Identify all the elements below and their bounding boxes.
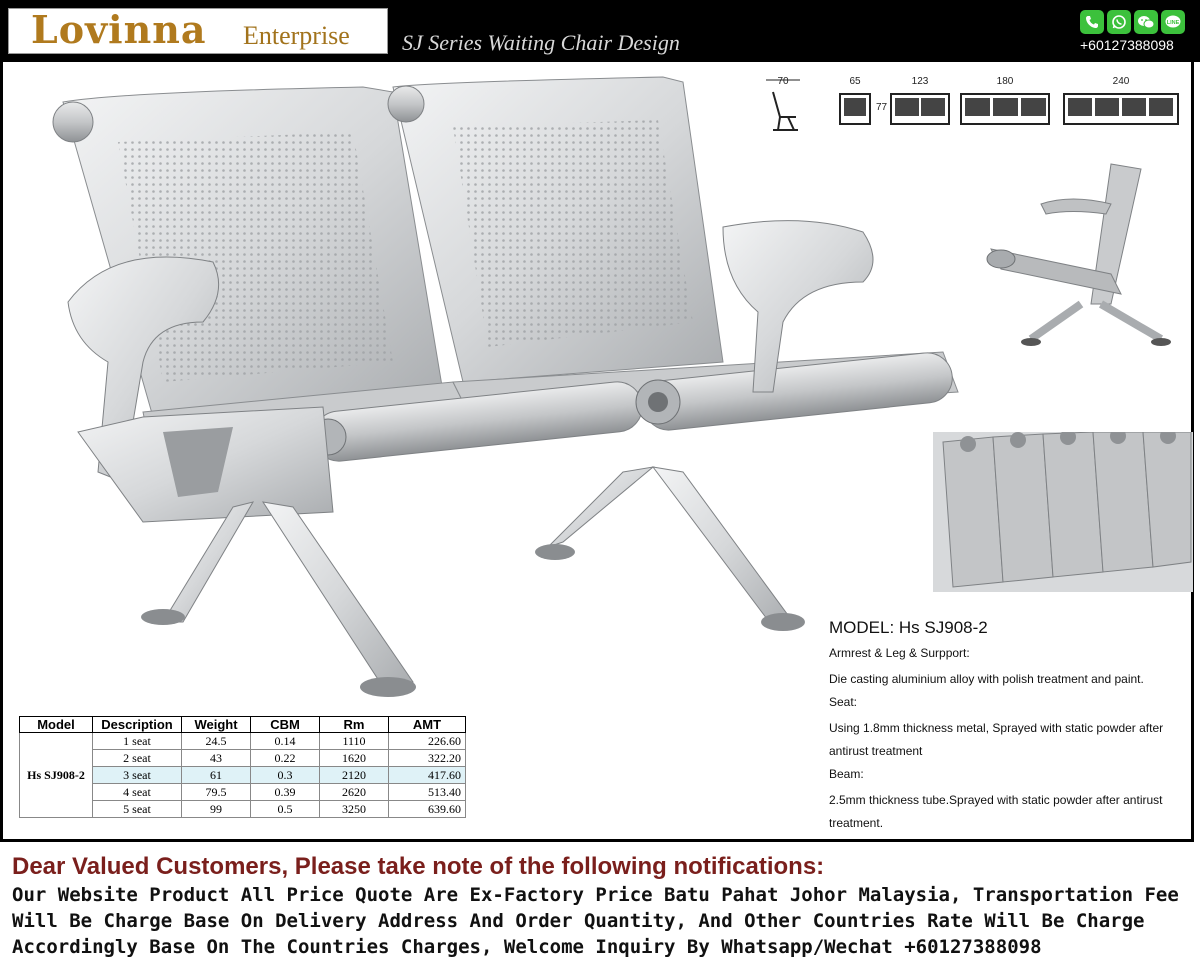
col-model: Model [20, 717, 93, 733]
row-rm: 3250 [320, 801, 389, 818]
armrest-text: Die casting aluminium alloy with polish treatment and paint. [829, 672, 1144, 686]
row-description: 4 seat [93, 784, 182, 801]
row-weight: 99 [182, 801, 251, 818]
row-cbm: 0.14 [251, 733, 320, 750]
row-weight: 61 [182, 767, 251, 784]
row-cbm: 0.39 [251, 784, 320, 801]
dimension-diagrams [758, 72, 1198, 152]
dim-height-label: 77 [876, 102, 888, 113]
row-weight: 43 [182, 750, 251, 767]
col-cbm: CBM [251, 717, 320, 733]
seat-heading: Seat: [829, 695, 858, 709]
notice-line-1: Our Website Product All Price Quote Are Ex-Factory Price Batu Pahat Johor Malaysia, Transportation Fee [12, 884, 1179, 906]
notice-line-3: Accordingly Base On The Countries Charges, Welcome Inquiry By Whatsapp/Wechat +60127388098 [12, 936, 1042, 958]
row-rm: 1620 [320, 750, 389, 767]
row-amt: 513.40 [389, 784, 466, 801]
seat-text: Using 1.8mm thickness metal, Sprayed with static powder after antirust treatment [829, 721, 1164, 758]
model-title: MODEL: Hs SJ908-2 [829, 618, 988, 637]
model-cell: Hs SJ908-2 [20, 733, 93, 818]
col-weight: Weight [182, 717, 251, 733]
armrest-heading: Armrest & Leg & Surpport: [829, 646, 970, 660]
chair-side-photo [971, 154, 1181, 354]
contact-icons [1080, 10, 1185, 34]
line-icon[interactable] [1161, 10, 1185, 34]
col-amt: AMT [389, 717, 466, 733]
dim-depth-label: 70 [777, 76, 789, 87]
row-description: 5 seat [93, 801, 182, 818]
notice-title: Dear Valued Customers, Please take note of the following notifications: [12, 853, 825, 880]
row-description: 2 seat [93, 750, 182, 767]
row-amt: 322.20 [389, 750, 466, 767]
row-rm: 2620 [320, 784, 389, 801]
row-rm: 1110 [320, 733, 389, 750]
table-header-row [20, 717, 466, 733]
col-description: Description [93, 717, 182, 733]
svg-text:LINE: LINE [1166, 20, 1180, 26]
logo-main-text: Lovinna [31, 7, 207, 52]
side-view-icon [766, 80, 800, 130]
phone-number[interactable]: +60127388098 [1080, 37, 1174, 53]
whatsapp-icon[interactable] [1107, 10, 1131, 34]
header-bar [0, 0, 1200, 62]
row-description: 3 seat [93, 767, 182, 784]
dim-width-1: 65 [849, 76, 861, 87]
col-rm: Rm [320, 717, 389, 733]
row-cbm: 0.22 [251, 750, 320, 767]
row-amt: 417.60 [389, 767, 466, 784]
row-weight: 79.5 [182, 784, 251, 801]
dim-width-2: 123 [911, 76, 929, 87]
beam-text: 2.5mm thickness tube.Sprayed with static powder after antirust treatment. [829, 793, 1163, 830]
notice-line-2: Will Be Charge Base On Delivery Address And Order Quantity, And Other Countries Rate Will Be Charge [12, 910, 1145, 932]
logo [8, 8, 388, 54]
price-table [19, 716, 466, 818]
dim-width-3: 180 [996, 76, 1014, 87]
row-cbm: 0.3 [251, 767, 320, 784]
notice-block [12, 852, 1198, 960]
tagline: SJ Series Waiting Chair Design [402, 30, 680, 55]
logo-sub-text: Enterprise [243, 21, 350, 50]
spec-block [829, 618, 1189, 839]
phone-icon[interactable] [1080, 10, 1104, 34]
row-amt: 639.60 [389, 801, 466, 818]
row-cbm: 0.5 [251, 801, 320, 818]
row-weight: 24.5 [182, 733, 251, 750]
row-amt: 226.60 [389, 733, 466, 750]
product-panel [0, 62, 1194, 842]
row-rm: 2120 [320, 767, 389, 784]
table-row [20, 733, 466, 750]
beam-heading: Beam: [829, 767, 864, 781]
wechat-icon[interactable] [1134, 10, 1158, 34]
row-description: 1 seat [93, 733, 182, 750]
chair-rows-photo [933, 432, 1193, 592]
dim-width-4: 240 [1112, 76, 1130, 87]
chair-main-photo [3, 62, 963, 782]
